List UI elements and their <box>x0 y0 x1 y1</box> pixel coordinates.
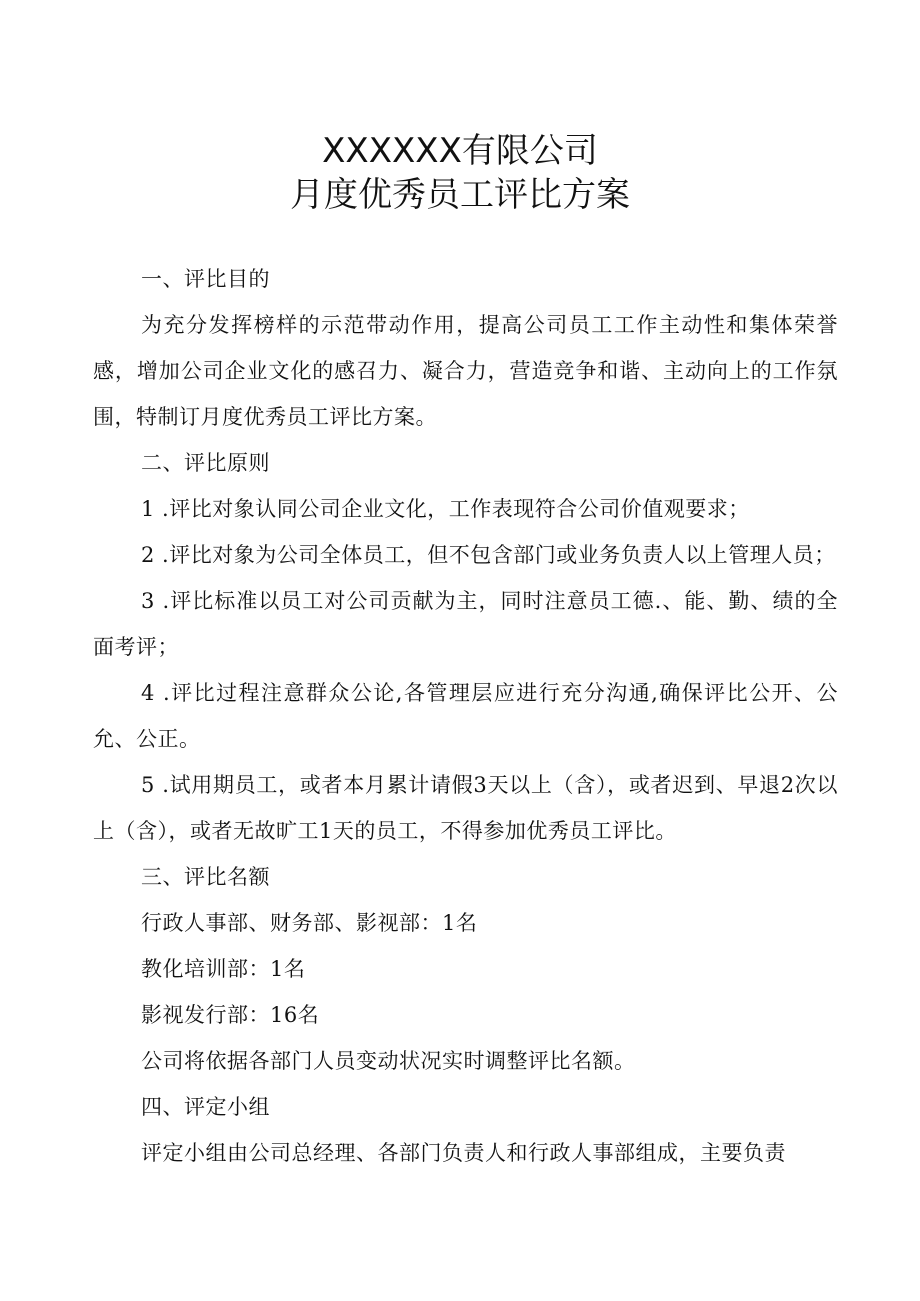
section-heading-quota: 三、评比名额 <box>141 865 270 889</box>
principle-item-1: 1 .评比对象认同公司企业文化，工作表现符合公司价值观要求； <box>141 497 750 521</box>
section-heading-committee: 四、评定小组 <box>141 1095 270 1119</box>
quota-line-3: 影视发行部：16名 <box>141 1003 320 1027</box>
document-title-plan: 月度优秀员工评比方案 <box>290 175 630 215</box>
paragraph-purpose: 为充分发挥榜样的示范带动作用，提高公司员工工作主动性和集体荣誉感，增加公司企业文化的感召力、凝合力，营造竞争和谐、主动向上的工作氛围，特制订月度优秀员工评比方案。 <box>93 313 838 429</box>
paragraph-committee: 评定小组由公司总经理、各部门负责人和行政人事部组成，主要负责 <box>141 1141 786 1165</box>
quota-line-4: 公司将依据各部门人员变动状况实时调整评比名额。 <box>141 1049 636 1073</box>
document-body <box>93 256 838 1176</box>
quota-line-1: 行政人事部、财务部、影视部：1名 <box>141 911 478 935</box>
section-heading-purpose: 一、评比目的 <box>141 267 270 291</box>
section-heading-principles: 二、评比原则 <box>141 451 270 475</box>
principle-item-4: 4 .评比过程注意群众公论,各管理层应进行充分沟通,确保评比公开、公允、公正。 <box>93 681 838 751</box>
principle-item-5: 5 .试用期员工，或者本月累计请假3天以上（含），或者迟到、早退2次以上（含），或者无故旷工1天的员工，不得参加优秀员工评比。 <box>93 773 838 843</box>
principle-item-2: 2 .评比对象为公司全体员工，但不包含部门或业务负责人以上管理人员； <box>141 543 836 567</box>
principle-item-3: 3 .评比标准以员工对公司贡献为主，同时注意员工德.、能、勤、绩的全面考评； <box>93 589 838 659</box>
document-title-company: XXXXXX有限公司 <box>322 131 598 171</box>
quota-line-2: 教化培训部：1名 <box>141 957 306 981</box>
